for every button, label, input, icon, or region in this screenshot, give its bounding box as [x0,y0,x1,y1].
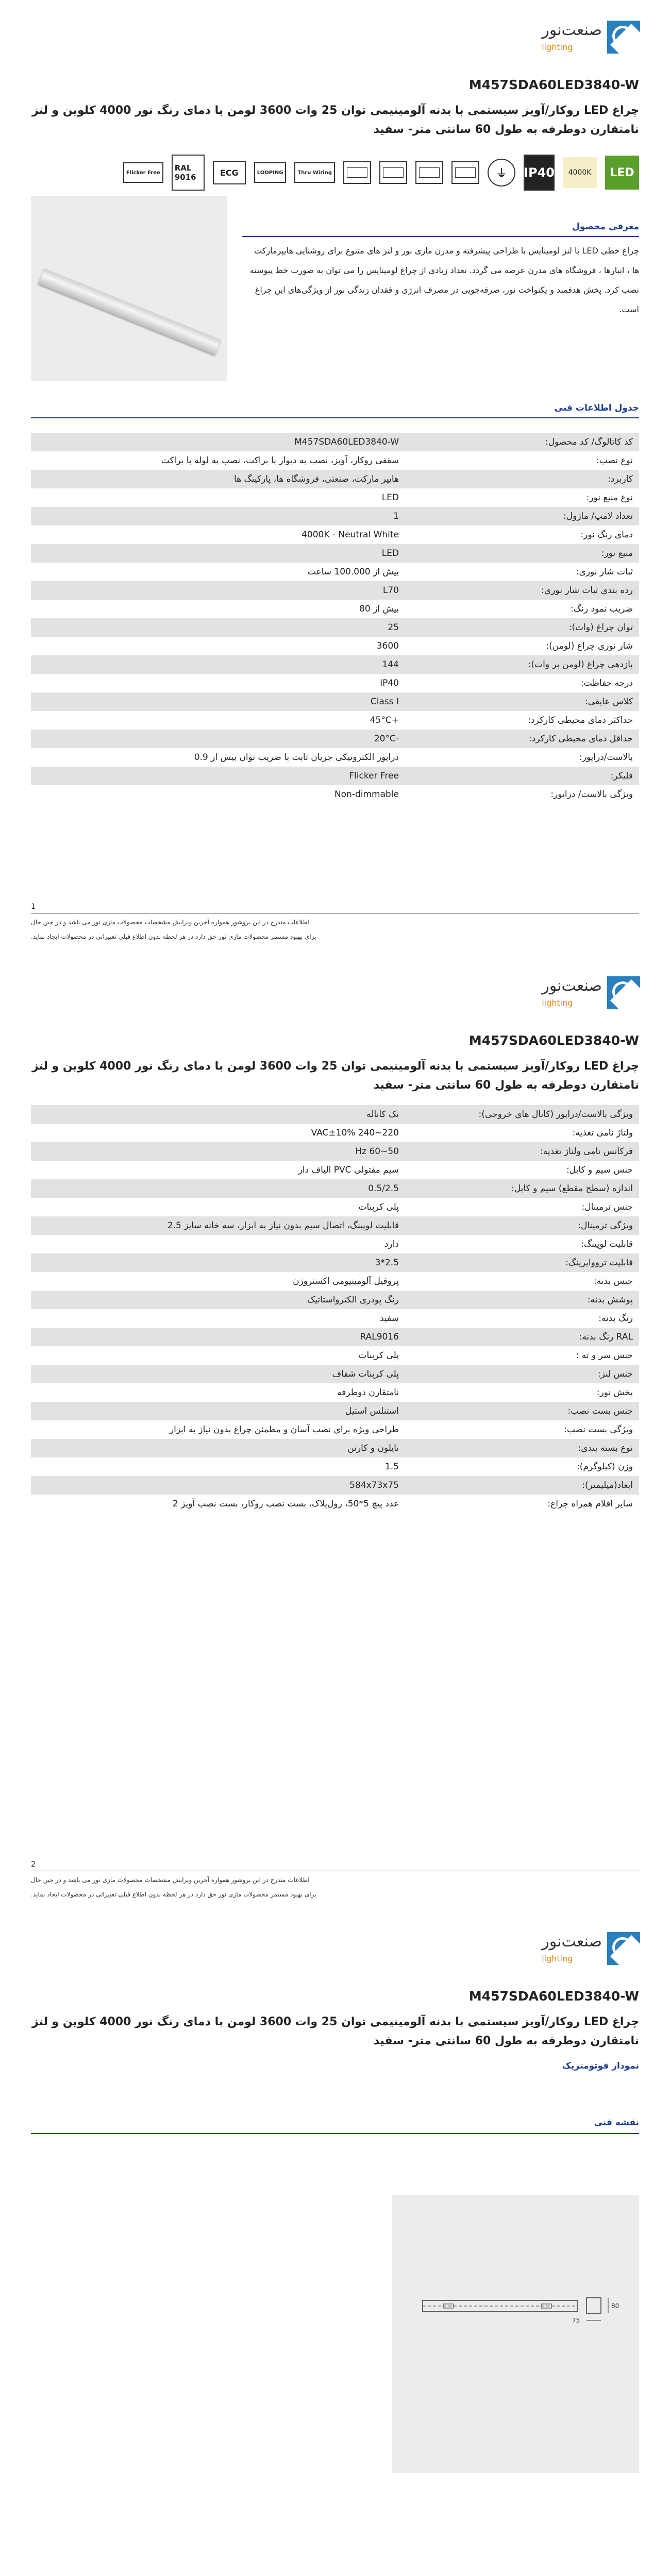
spec-value: +45°C [370,715,399,725]
page-3 [0,1911,670,2576]
spec-key: توان چراغ (وات): [405,618,639,637]
spec-row [31,1105,639,1124]
spec-value: تک کاناله [31,1105,405,1124]
spec-value: پلی کربنات [358,1202,399,1212]
footer-line-1: اطلاعات مندرج در این بروشور همواره آخرین ویرایش مشخصات محصولات مازی نور می باشد و در حین حال [31,1876,310,1884]
brand-logo [542,1932,640,1965]
brand-logo [542,976,640,1009]
product-code: M457SDA60LED3840-W [468,77,639,92]
spec-key: منبع نور: [405,544,639,563]
spec-value: رنگ پودری الکترواستاتیک [31,1291,405,1309]
spec-key: جنس سیم و کابل: [566,1165,633,1175]
spec-row [31,563,639,581]
spec-value: IP40 [380,678,399,688]
spec-value: 584x73x75 [31,1476,405,1495]
spec-table-1 [31,433,639,804]
ground-icon: ⏚ [488,159,515,187]
ip-rating-icon: IP40 [524,155,555,191]
spec-value: 144 [31,655,405,674]
spec-row [31,1235,639,1253]
spec-rule [31,417,639,418]
spec-key: جنس لنز: [405,1365,639,1383]
spec-row [31,544,639,563]
spec-key: کلاس عایقی: [405,692,639,711]
spec-row [31,1272,639,1291]
spec-row [31,1124,639,1142]
spec-key: RAL رنگ بدنه: [405,1328,639,1346]
spec-row [31,1198,639,1216]
spec-value: 2.5*3 [31,1253,405,1272]
spec-value: سفید [380,1313,399,1324]
product-title: چراغ LED روکار/آویز سیستمی با بدنه آلومینیمی توان 25 وات 3600 لومن با دمای رنگ نور 4000 کلوین و لنز نامتقارن دوطرفه به طول 60 سانتی متر- سفید [31,2015,639,2047]
spec-key: وزن (کیلوگرم): [577,1462,633,1472]
spec-row [31,600,639,618]
feature-icons [123,155,639,191]
spec-key: ویژگی بالاست/ درایور: [550,789,633,800]
spec-value: Flicker Free [31,767,405,785]
spec-value: دارد [384,1239,399,1249]
spec-value: استنلس استیل [31,1402,405,1420]
color-temp-icon: 4000K [563,157,597,188]
suspended-icon [415,161,443,184]
spec-key: ابعاد(میلیمتر): [405,1476,639,1495]
spec-value: -20°C [31,730,405,748]
spec-row [31,1476,639,1495]
ecg-icon: ECG [213,161,246,184]
spec-row [31,1179,639,1198]
spec-value: پروفیل آلومینیومی اکستروژن [293,1276,399,1286]
logo-mark-icon [607,976,640,1009]
height-dim-label: 80 [611,2302,619,2310]
spec-key: سایر اقلام همراه چراغ: [547,1499,633,1509]
brand-logo [542,21,640,54]
spec-value: Non-dimmable [334,789,399,800]
spec-key: ویژگی ترمینال: [405,1216,639,1235]
spec-key: ضریب نمود رنگ: [571,604,633,614]
spec-key: بازدهی چراغ (لومن بر وات): [405,655,639,674]
brand-name: صنعت‌نور [542,1932,602,1951]
spec-key: پوشش بدنه: [405,1291,639,1309]
spec-key: ولتاژ نامی تغذیه: [572,1128,633,1138]
logo-mark-icon [607,21,640,54]
linkable-icon [343,161,371,184]
drawing-rule [31,2133,639,2134]
logo-mark-icon [607,1932,640,1965]
spec-value: 50~60 Hz [31,1142,405,1161]
spec-key: شار نوری چراغ (لومن): [546,641,633,651]
spec-row [31,488,639,507]
spec-key: تعداد لامپ/ ماژول: [405,507,639,526]
spec-value: L70 [31,581,405,600]
spec-row [31,1402,639,1420]
spec-key: جنس ترمینال: [581,1202,633,1212]
spec-key: ثبات شار نوری: [576,567,633,577]
drawing-heading: نقشه فنی [594,2117,639,2128]
product-title: چراغ LED روکار/آویز سیستمی با بدنه آلومینیمی توان 25 وات 3600 لومن با دمای رنگ نور 4000 کلوین و لنز نامتقارن دوطرفه به طول 60 سانتی متر- سفید [31,1060,639,1092]
profile-section [587,2298,601,2313]
thru-wiring-icon: Thru Wiring [294,162,335,183]
surface-mount-icon [451,161,479,184]
spec-row [31,1458,639,1476]
spec-key: ویژگی بالاست/درایور (کانال های خروجی): [405,1105,639,1124]
spec-row [31,1365,639,1383]
spec-heading: جدول اطلاعات فنی [554,403,639,413]
spec-row [31,433,639,451]
spec-key: حداکثر دمای محیطی کارکرد: [528,715,633,725]
spec-value: طراحی ویژه برای نصب آسان و مطمئن چراغ بدون نیاز به ابزار [169,1425,399,1435]
spec-row [31,1291,639,1309]
footer-line-1: اطلاعات مندرج در این بروشور همواره آخرین ویرایش مشخصات محصولات مازی نور می باشد و در حین حال [31,919,310,926]
spec-value: LED [31,544,405,563]
spec-row [31,785,639,804]
brand-sub: lighting [542,997,573,1008]
spec-row [31,618,639,637]
technical-drawing [392,2195,639,2473]
spec-value: 0.5/2.5 [31,1179,405,1198]
intro-heading: معرفی محصول [572,222,639,232]
spec-key: حداقل دمای محیطی کارکرد: [405,730,639,748]
product-code: M457SDA60LED3840-W [468,1989,639,2004]
brand-name: صنعت‌نور [542,21,602,39]
spec-value: نامتقارن دوطرفه [337,1387,399,1398]
spec-value: بیش از 80 [359,604,399,614]
spec-row [31,1328,639,1346]
spec-value: درایور الکترونیکی جریان ثابت با ضریب توان بیش از 0.9 [194,752,399,762]
spec-value: 1.5 [384,1462,399,1472]
spec-value: پلی کربنات شفاف [31,1365,405,1383]
page-number: 2 [31,1860,36,1869]
spec-value: Class I [31,692,405,711]
spec-value: M457SDA60LED3840-W [31,433,405,451]
spec-row [31,655,639,674]
spec-value: 4000K - Neutral White [301,530,399,540]
spec-key: نوع نصب: [596,455,633,466]
spec-row [31,730,639,748]
spec-row [31,1346,639,1365]
page-2 [0,956,670,1911]
spec-row [31,1142,639,1161]
spec-value: پلی کربنات [358,1350,399,1361]
spec-row [31,767,639,785]
product-image [31,196,227,381]
flicker-free-icon: Flicker Free [123,162,163,183]
spec-row [31,581,639,600]
brand-sub: lighting [542,1953,573,1963]
width-dim-label: 75 [572,2317,580,2324]
spec-row [31,711,639,730]
spec-row [31,1495,639,1513]
drawing-svg [392,2195,639,2473]
spec-value: عدد پیچ 5*50، رول‌پلاک، بست نصب روکار، بست نصب آویز 2 [172,1499,399,1509]
spec-row [31,507,639,526]
spec-key: نوع بسته بندی: [405,1439,639,1458]
spec-key: اندازه (سطح مقطع) سیم و کابل: [405,1179,639,1198]
spec-key: کاربرد: [405,470,639,488]
spec-key: ویژگی بست نصب: [564,1425,633,1435]
spec-row [31,1383,639,1402]
spec-row [31,526,639,544]
wall-mount-icon [379,161,407,184]
spec-key: رده بندی ثبات شار نوری: [405,581,639,600]
spec-value: 1 [31,507,405,526]
spec-row [31,1161,639,1179]
spec-row [31,748,639,767]
spec-row [31,1309,639,1328]
spec-value: قابلیت لوپینگ، اتصال سیم بدون نیاز به ابزار، سه خانه سایز 2.5 [31,1216,405,1235]
spec-row [31,470,639,488]
spec-value: LED [381,493,399,503]
spec-key: دمای رنگ نور: [580,530,633,540]
spec-value: RAL9016 [31,1328,405,1346]
spec-value: بیش از 100.000 ساعت [307,567,399,577]
product-title: چراغ LED روکار/آویز سیستمی با بدنه آلومینیمی توان 25 وات 3600 لومن با دمای رنگ نور 4000 کلوین و لنز نامتقارن دوطرفه به طول 60 سانتی متر- سفید [31,104,639,136]
spec-row [31,1253,639,1272]
spec-table-2 [31,1105,639,1513]
spec-key: بالاست/درایور: [579,752,633,762]
spec-row [31,692,639,711]
spec-key: فرکانس نامی ولتاژ تغذیه: [405,1142,639,1161]
spec-value: نایلون و کارتن [31,1439,405,1458]
footer-line-2: برای بهبود مستمر محصولات مازی نور حق دارد در هر لحظه بدون اطلاع قبلی تغییراتی در محصولات ایجاد نماید. [31,1891,316,1898]
spec-key: فلیکر: [405,767,639,785]
spec-key: قابلیت ترووایرینگ: [405,1253,639,1272]
spec-key: پخش نور: [596,1387,633,1398]
spec-row [31,1420,639,1439]
spec-key: کد کاتالوگ/ کد محصول: [405,433,639,451]
intro-rule [242,236,639,237]
spec-value: 25 [31,618,405,637]
spec-key: جنس سر و ته : [576,1350,633,1361]
spec-key: نوع منبع نور: [586,493,633,503]
spec-key: قابلیت لوپینگ: [581,1239,633,1249]
product-code: M457SDA60LED3840-W [468,1033,639,1048]
spec-key: جنس بدنه: [594,1276,633,1286]
spec-key: رنگ بدنه: [598,1313,633,1324]
brand-sub: lighting [542,42,573,52]
page-1 [0,0,670,956]
footer-text [31,915,639,944]
footer-line-2: برای بهبود مستمر محصولات مازی نور حق دارد در هر لحظه بدون اطلاع قبلی تغییراتی در محصولات ایجاد نماید. [31,933,316,940]
brand-name: صنعت‌نور [542,976,602,995]
spec-key: درجه حفاظت: [580,678,633,688]
photometric-heading: نمودار فوتومتریک [562,2061,639,2071]
footer-text [31,1873,639,1902]
spec-row [31,1216,639,1235]
looping-icon: LOOPING [254,162,287,183]
spec-value: 3600 [376,641,399,651]
spec-value: سقفی روکار، آویز، نصب به دیوار با براکت، نصب به لوله با براکت [161,455,399,466]
led-icon: LED [605,156,639,190]
spec-value: هایپر مارکت، صنعتی، فروشگاه ها، پارکینگ ها [31,470,405,488]
ral-icon: RAL 9016 [172,155,205,191]
spec-row [31,637,639,655]
page-number: 1 [31,903,36,911]
spec-row [31,674,639,692]
spec-row [31,451,639,470]
spec-key: جنس بست نصب: [405,1402,639,1420]
spec-value: سیم مفتولی PVC الیاف دار [298,1165,399,1175]
spec-row [31,1439,639,1458]
spec-value: 220~240 VAC±10% [311,1128,399,1138]
intro-text: چراغ خطی LED با لنز لومینایس با طراحی پیشرفته و مدرن مازی نور و لنز های متنوع برای روشنایی هایپرمارکت ها ، انبارها ، فروشگاه های مدرن عرضه می گردد. تعداد زیادی از چراغ لومینایس را می توان به صورت خط پیوسته نصب کرد. پخش هدفمند و یکنواخت نور، صرفه‌جویی در مصرف انرژی و فقدان زندگی نور از ویژگی‌های این چراغ است. [249,246,639,314]
